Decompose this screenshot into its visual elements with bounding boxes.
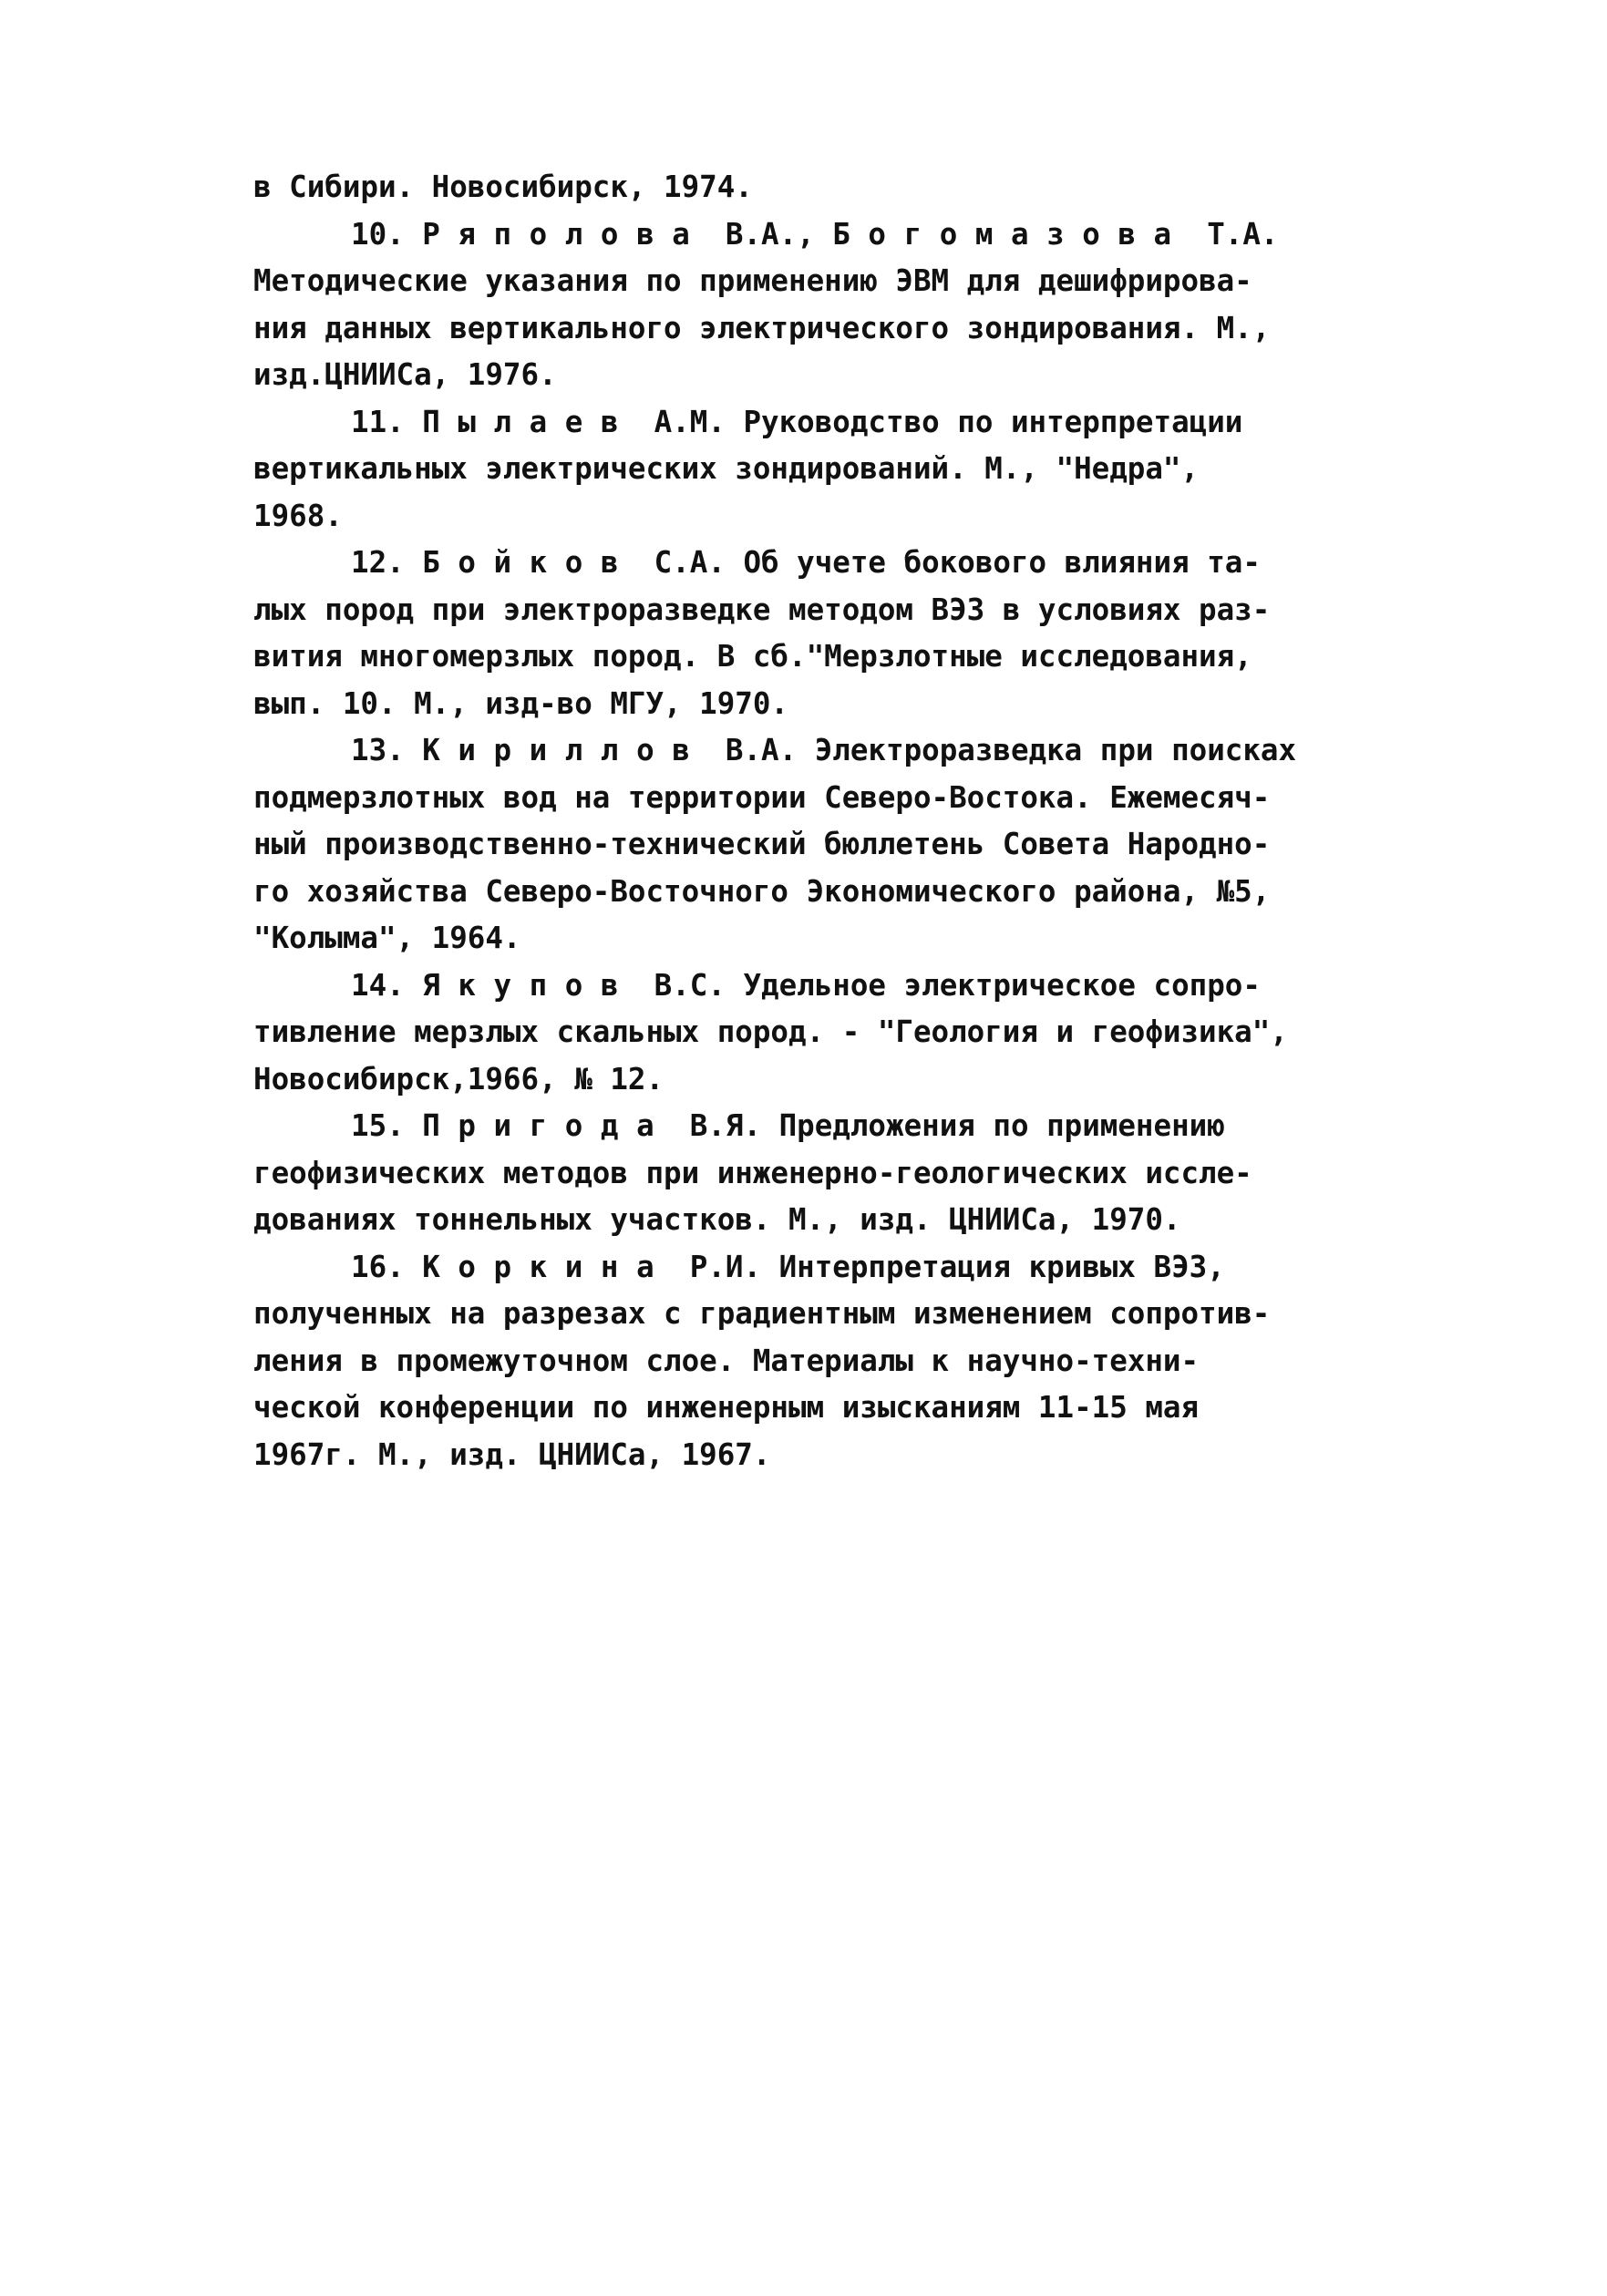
- text-line: дованиях тоннельных участков. М., изд. ЦНИИСа, 1970.: [253, 1202, 1181, 1237]
- reference-entry-13-start: 13. К и р и л л о в В.А. Электроразведка при поисках: [351, 733, 1297, 767]
- reference-entry-11-start: 11. П ы л а е в А.М. Руководство по интерпретации: [351, 404, 1243, 439]
- text-line: Новосибирск,1966, № 12.: [253, 1061, 664, 1097]
- text-line: ный производственно-технический бюллетень Совета Народно-: [253, 827, 1271, 861]
- reference-entry-15-start: 15. П р и г о д а В.Я. Предложения по применению: [351, 1108, 1225, 1143]
- text-line: вертикальных электрических зондирований. М., "Недра",: [253, 451, 1200, 486]
- text-line: в Сибири. Новосибирск, 1974.: [253, 170, 753, 204]
- text-line: го хозяйства Северо-Восточного Экономического района, №5,: [253, 873, 1271, 909]
- text-line: изд.ЦНИИСа, 1976.: [253, 357, 557, 392]
- text-line: 1968.: [253, 498, 343, 533]
- reference-entry-10-start: 10. Р я п о л о в а В.А., Б о г о м а з о в а Т.А.: [351, 216, 1279, 252]
- text-line: вития многомерзлых пород. В сб."Мерзлотные исследования,: [253, 639, 1252, 674]
- text-line: 1967г. М., изд. ЦНИИСа, 1967.: [253, 1436, 771, 1472]
- text-line: ческой конференции по инженерным изысканиям 11-15 мая: [253, 1390, 1200, 1425]
- text-line: тивление мерзлых скальных пород. - "Геология и геофизика",: [253, 1014, 1288, 1049]
- text-line: Методические указания по применению ЭВМ для дешифрирова-: [253, 263, 1252, 298]
- text-line: ления в промежуточном слое. Материалы к научно-техни-: [253, 1343, 1200, 1378]
- text-line: полученных на разрезах с градиентным изменением сопротив-: [253, 1296, 1271, 1331]
- bibliography-text: [253, 164, 1384, 1478]
- text-line: подмерзлотных вод на территории Северо-Востока. Ежемесяч-: [253, 779, 1271, 815]
- reference-entry-14-start: 14. Я к у п о в В.С. Удельное электрическое сопро-: [351, 967, 1261, 1003]
- text-line: ния данных вертикального электрического зондирования. М.,: [253, 310, 1271, 345]
- reference-entry-16-start: 16. К о р к и н а Р.И. Интерпретация кривых ВЭЗ,: [351, 1249, 1225, 1284]
- reference-entry-12-start: 12. Б о й к о в С.А. Об учете бокового влияния та-: [351, 545, 1261, 580]
- text-line: геофизических методов при инженерно-геологических иссле-: [253, 1155, 1252, 1190]
- text-line: лых пород при электроразведке методом ВЭЗ в условиях раз-: [253, 592, 1271, 627]
- text-line: вып. 10. М., изд-во МГУ, 1970.: [253, 685, 788, 721]
- text-line: "Колыма", 1964.: [253, 921, 521, 955]
